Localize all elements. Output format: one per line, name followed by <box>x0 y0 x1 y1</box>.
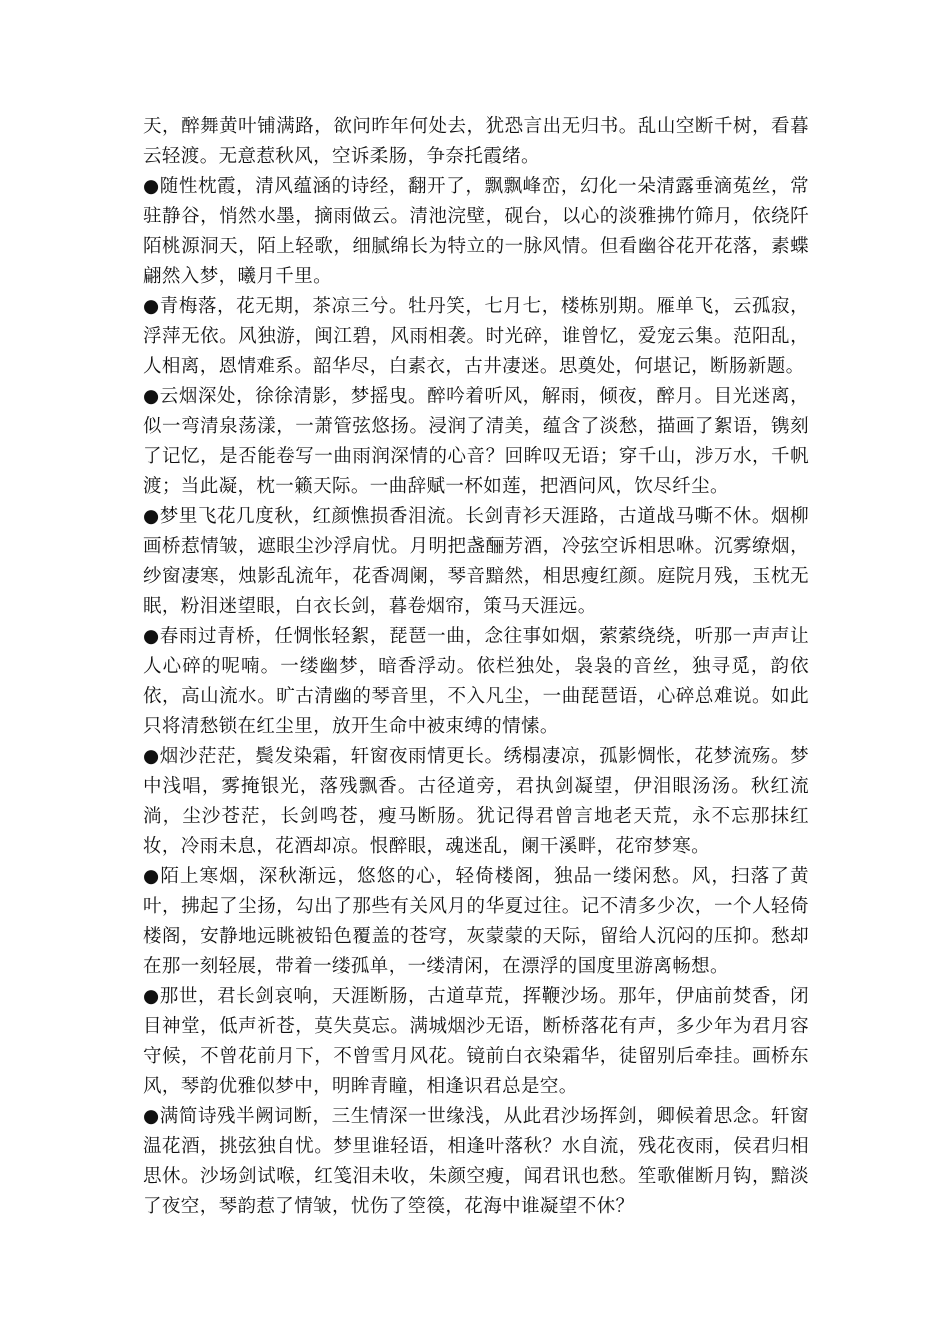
paragraph-1: 天，醉舞黄叶铺满路，欲问昨年何处去，犹恐言出无归书。乱山空断千树，看暮云轻渡。无意惹秋风，空诉柔肠，争奈托霞绪。 <box>143 116 809 167</box>
document-body <box>143 112 809 1222</box>
paragraph-7: ●烟沙茫茫，鬓发染霜，轩窗夜雨情更长。绣榻凄凉，孤影惆怅，花梦流殇。梦中浅唱，雾掩银光，落残飘香。古径道旁，君执剑凝望，伊泪眼汤汤。秋红流淌，尘沙苍茫，长剑鸣苍，瘦马断肠。犹记得君曾言地老天荒，永不忘那抹红妆，冷雨未息，花酒却凉。恨醉眼，魂迷乱，阑干溪畔，花帘梦寒。 <box>143 746 809 857</box>
paragraph-2: ●随性枕霞，清风蕴涵的诗经，翻开了，飘飘峰峦，幻化一朵清露垂滴菟丝，常驻静谷，悄然水墨，摘雨做云。清池浣壁，砚台，以心的淡雅拂竹筛月，依绕阡陌桃源洞天，陌上轻歌，细腻绵长为特立的一脉风情。但看幽谷花开花落，素蝶翩然入梦，曦月千里。 <box>143 176 809 287</box>
paragraph-4: ●云烟深处，徐徐清影，梦摇曳。醉吟着听风，解雨，倾夜，醉月。目光迷离，似一弯清泉荡漾，一萧管弦悠扬。浸润了清美，蕴含了淡愁，描画了絮语，镌刻了记忆，是否能卷写一曲雨润深情的心音？回眸叹无语；穿千山，涉万水，千帆渡；当此凝，枕一籁天际。一曲辞赋一杯如莲，把酒问风，饮尽纤尘。 <box>143 386 809 497</box>
paragraph-10: ●满简诗残半阙词断，三生情深一世缘浅，从此君沙场挥剑，卿候着思念。轩窗温花酒，挑弦独自忧。梦里谁轻语，相逢叶落秋？水自流，残花夜雨，侯君归相思休。沙场剑试喉，红笺泪未收，朱颜空瘦，闻君讯也愁。笙歌催断月钩，黯淡了夜空，琴韵惹了情皱，忧伤了箜篌，花海中谁凝望不休？ <box>143 1106 809 1217</box>
paragraph-3: ●青梅落，花无期，茶凉三兮。牡丹笑，七月七，楼栋别期。雁单飞，云孤寂，浮萍无依。风独游，闽江碧，风雨相袭。时光碎，谁曾忆，爱宠云集。范阳乱，人相离，恩情难系。韶华尽，白素衣，古井凄迷。思奠处，何堪记，断肠新题。 <box>143 296 809 377</box>
paragraph-5: ●梦里飞花几度秋，红颜憔损香泪流。长剑青衫天涯路，古道战马嘶不休。烟柳画桥惹情皱，遮眼尘沙浮肩忧。月明把盏酾芳酒，冷弦空诉相思咻。沉雾缭烟，纱窗凄寒，烛影乱流年，花香凋阑，琴音黯然，相思瘦红颜。庭院月残，玉枕无眠，粉泪迷望眼，白衣长剑，暮卷烟帘，策马天涯远。 <box>143 506 809 617</box>
paragraph-9: ●那世，君长剑哀响，天涯断肠，古道草荒，挥鞭沙场。那年，伊庙前焚香，闭目神堂，低声祈苍，莫失莫忘。满城烟沙无语，断桥落花有声，多少年为君月容守候，不曾花前月下，不曾雪月风花。镜前白衣染霜华，徒留别后牵挂。画桥东风，琴韵优雅似梦中，明眸青瞳，相逢识君总是空。 <box>143 986 809 1097</box>
paragraph-8: ●陌上寒烟，深秋渐远，悠悠的心，轻倚楼阁，独品一缕闲愁。风，扫落了黄叶，拂起了尘扬，勾出了那些有关风月的华夏过往。记不清多少次，一个人轻倚楼阁，安静地远眺被铅色覆盖的苍穹，灰蒙蒙的天际，留给人沉闷的压抑。愁却在那一刻轻展，带着一缕孤单，一缕清闲，在漂浮的国度里游离畅想。 <box>143 866 809 977</box>
paragraph-6: ●春雨过青桥，任惆怅轻絮，琵琶一曲，念往事如烟，萦萦绕绕，听那一声声让人心碎的呢喃。一缕幽梦，暗香浮动。依栏独处，袅袅的音丝，独寻觅，韵依依，高山流水。旷古清幽的琴音里，不入凡尘，一曲琵琶语，心碎总难说。如此只将清愁锁在红尘里，放开生命中被束缚的情愫。 <box>143 626 809 737</box>
